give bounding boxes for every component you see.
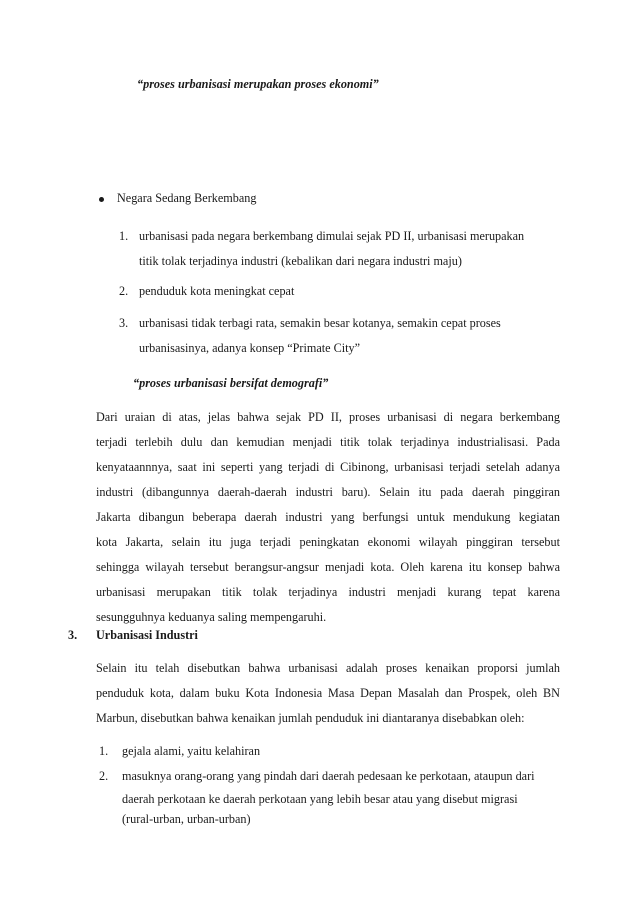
list-item-number: 2. — [99, 769, 109, 783]
heading-title: Urbanisasi Industri — [96, 628, 198, 642]
paragraph-line: kenyataannnya, saat ini seperti yang terjadi di Cibinong, urbanisasi terjadi setelah adanya — [96, 460, 560, 474]
quote-economic: “proses urbanisasi merupakan proses ekonomi” — [137, 77, 379, 91]
list-item-line: urbanisasi pada negara berkembang dimulai sejak PD II, urbanisasi merupakan — [139, 229, 525, 243]
list-item-line: gejala alami, yaitu kelahiran — [122, 744, 261, 758]
list-item-line: titik tolak terjadinya industri (kebalikan dari negara industri maju) — [139, 254, 462, 268]
list-item-line: (rural-urban, urban-urban) — [122, 812, 251, 826]
paragraph-line: urbanisasi merupakan titik tolak terjadinya industri menjadi kurang tepat karena — [96, 585, 560, 599]
list-item-number: 1. — [119, 229, 129, 243]
list-item-line: daerah perkotaan ke daerah perkotaan yang lebih besar atau yang disebut migrasi — [122, 792, 518, 806]
list-item-number: 1. — [99, 744, 109, 758]
paragraph-line: Selain itu telah disebutkan bahwa urbanisasi adalah proses kenaikan proporsi jumlah — [96, 661, 560, 675]
paragraph-line: terjadi terlebih dulu dan kemudian menjadi titik tolak terjadinya industrialisasi. Pada — [96, 435, 560, 449]
list-item-line: masuknya orang-orang yang pindah dari daerah pedesaan ke perkotaan, ataupun dari — [122, 769, 535, 783]
paragraph-line: kota Jakarta, selain itu juga terjadi peningkatan ekonomi wilayah pinggiran tersebut — [96, 535, 560, 549]
paragraph-line: industri (dibangunnya daerah-daerah industri baru). Selain itu pada daerah pinggiran — [96, 485, 560, 499]
paragraph-line: penduduk kota, dalam buku Kota Indonesia Masa Depan Masalah dan Prospek, oleh BN — [96, 686, 560, 700]
paragraph-line: Marbun, disebutkan bahwa kenaikan jumlah penduduk ini diantaranya disebabkan oleh: — [96, 711, 525, 725]
paragraph-line: sehingga wilayah tersebut berangsur-angsur menjadi kota. Oleh karena itu konsep bahwa — [96, 560, 560, 574]
list-item-number: 3. — [119, 316, 129, 330]
list-item-line: urbanisasinya, adanya konsep “Primate City” — [139, 341, 361, 355]
bullet-icon — [99, 197, 104, 202]
quote-demographic: “proses urbanisasi bersifat demografi” — [133, 376, 329, 390]
section-heading: Negara Sedang Berkembang — [117, 191, 257, 205]
paragraph-line: Jakarta dibangun beberapa daerah industri yang berfungsi untuk mendukung kegiatan — [96, 510, 560, 524]
list-item-line: urbanisasi tidak terbagi rata, semakin besar kotanya, semakin cepat proses — [139, 316, 501, 330]
paragraph-line: sesungguhnya keduanya saling mempengaruhi. — [96, 610, 327, 624]
heading-number: 3. — [68, 628, 78, 642]
list-item-number: 2. — [119, 284, 129, 298]
paragraph-line: Dari uraian di atas, jelas bahwa sejak PD II, proses urbanisasi di negara berkembang — [96, 410, 560, 424]
list-item-line: penduduk kota meningkat cepat — [139, 284, 295, 298]
